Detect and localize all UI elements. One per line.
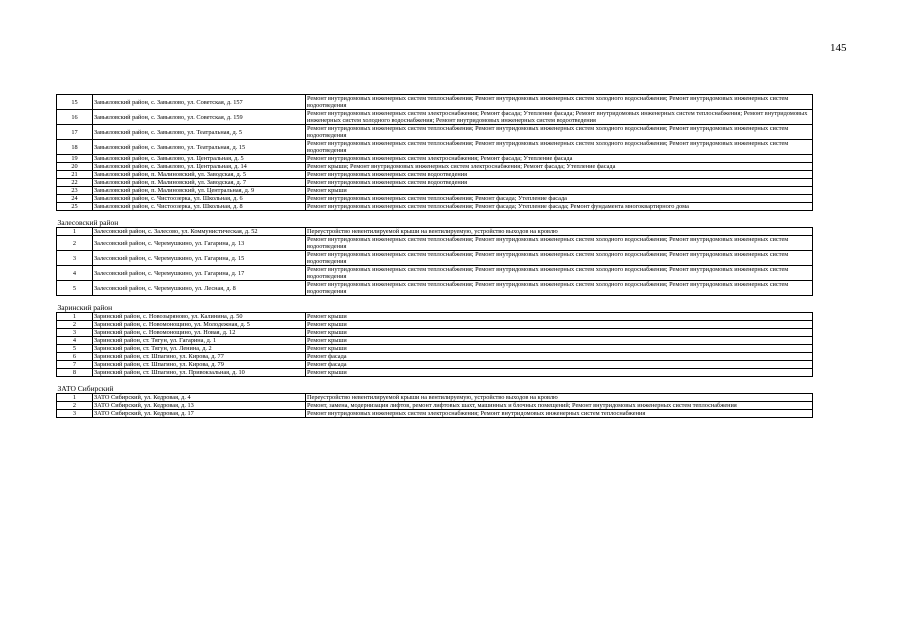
district-title: Залесовский район: [57, 218, 119, 227]
address-cell: Заринский район, ст. Шпагино, ул. Кирова, д. 79: [93, 361, 306, 369]
work-types-cell: Ремонт внутридомовых инженерных систем теплоснабжения; Ремонт фасада; Утепление фасада: [306, 195, 813, 203]
work-types-cell: Ремонт внутридомовых инженерных систем теплоснабжения; Ремонт внутридомовых инженерных систем холодного водоснабжения; Ремонт внутридомовых инженерных систем водоотведения: [306, 251, 813, 266]
table-row: [57, 361, 813, 369]
address-cell: Залесовский район, с. Черемушкино, ул. Гагарина, д. 13: [93, 236, 306, 251]
table-row: [57, 345, 813, 353]
table-row: [57, 187, 813, 195]
work-types-cell: Ремонт крыши; Ремонт внутридомовых инженерных систем электроснабжения; Ремонт фасада; Утепление фасада: [306, 163, 813, 171]
district-header-row: [57, 377, 813, 394]
table-row: [57, 281, 813, 296]
row-number: 3: [57, 410, 93, 418]
district-title: Заринский район: [57, 303, 113, 312]
row-number: 5: [57, 281, 93, 296]
work-types-cell: Ремонт фасада: [306, 361, 813, 369]
address-cell: Завьяловский район, с. Завьялово, ул. Театральная, д. 15: [93, 140, 306, 155]
table-row: [57, 140, 813, 155]
table-row: [57, 251, 813, 266]
row-number: 2: [57, 236, 93, 251]
table-row: [57, 179, 813, 187]
address-cell: Залесовский район, с. Черемушкино, ул. Гагарина, д. 17: [93, 266, 306, 281]
row-number: 4: [57, 337, 93, 345]
address-cell: Заринский район, ст. Шпагино, ул. Привокзальная, д. 10: [93, 369, 306, 377]
work-types-cell: Ремонт крыши: [306, 345, 813, 353]
address-cell: Завьяловский район, с. Чистоозерка, ул. Школьная, д. 8: [93, 203, 306, 211]
address-cell: Завьяловский район, с. Завьялово, ул. Центральная, д. 14: [93, 163, 306, 171]
row-number: 7: [57, 361, 93, 369]
address-cell: ЗАТО Сибирский, ул. Кедровая, д. 17: [93, 410, 306, 418]
address-cell: Заринский район, с. Новозыряново, ул. Калинина, д. 50: [93, 313, 306, 321]
row-number: 19: [57, 155, 93, 163]
table-row: [57, 410, 813, 418]
table-row: [57, 313, 813, 321]
row-number: 4: [57, 266, 93, 281]
address-cell: Завьяловский район, с. Завьялово, ул. Советская, д. 157: [93, 95, 306, 110]
table-row: [57, 163, 813, 171]
row-number: 2: [57, 321, 93, 329]
work-types-cell: Ремонт внутридомовых инженерных систем электроснабжения; Ремонт фасада; Утепление фасада: [306, 155, 813, 163]
district-title: ЗАТО Сибирский: [57, 384, 114, 393]
table-row: [57, 353, 813, 361]
work-types-cell: Ремонт фасада: [306, 353, 813, 361]
row-number: 17: [57, 125, 93, 140]
row-number: 2: [57, 402, 93, 410]
work-types-cell: Ремонт внутридомовых инженерных систем водоотведения: [306, 179, 813, 187]
work-types-cell: Ремонт внутридомовых инженерных систем теплоснабжения; Ремонт внутридомовых инженерных систем холодного водоснабжения; Ремонт внутридомовых инженерных систем водоотведения: [306, 281, 813, 296]
address-cell: Заринский район, ст. Тягун, ул. Ленина, д. 2: [93, 345, 306, 353]
address-cell: ЗАТО Сибирский, ул. Кедровая, д. 13: [93, 402, 306, 410]
work-types-cell: Ремонт крыши: [306, 321, 813, 329]
address-cell: Заринский район, ст. Тягун, ул. Гагарина, д. 1: [93, 337, 306, 345]
address-cell: Залесовский район, с. Залесово, ул. Коммунистическая, д. 52: [93, 228, 306, 236]
work-types-cell: Ремонт внутридомовых инженерных систем электроснабжения; Ремонт фасада; Утепление фасада; Ремонт внутридомовых инженерных систем теплоснабжения; Ремонт внутридомовых инженерных систем холодного водоснабжения; Ремонт внутридомовых инженерных систем водоотведения: [306, 110, 813, 125]
row-number: 1: [57, 228, 93, 236]
work-types-cell: Ремонт крыши: [306, 329, 813, 337]
row-number: 15: [57, 95, 93, 110]
row-number: 24: [57, 195, 93, 203]
work-types-cell: Ремонт внутридомовых инженерных систем электроснабжения; Ремонт внутридомовых инженерных систем теплоснабжения: [306, 410, 813, 418]
row-number: 8: [57, 369, 93, 377]
address-cell: Заринский район, с. Новомонощино, ул. Молодежная, д. 5: [93, 321, 306, 329]
row-number: 1: [57, 394, 93, 402]
address-cell: Завьяловский район, с. Завьялово, ул. Театральная, д. 5: [93, 125, 306, 140]
row-number: 21: [57, 171, 93, 179]
row-number: 1: [57, 313, 93, 321]
district-header-row: [57, 296, 813, 313]
row-number: 5: [57, 345, 93, 353]
district-header-row: [57, 211, 813, 228]
address-cell: Завьяловский район, с. Завьялово, ул. Центральная, д. 5: [93, 155, 306, 163]
work-types-cell: Ремонт внутридомовых инженерных систем теплоснабжения; Ремонт внутридомовых инженерных систем холодного водоснабжения; Ремонт внутридомовых инженерных систем водоотведения: [306, 140, 813, 155]
work-types-cell: Ремонт крыши: [306, 187, 813, 195]
table-row: [57, 155, 813, 163]
row-number: 23: [57, 187, 93, 195]
table-row: [57, 402, 813, 410]
row-number: 3: [57, 329, 93, 337]
work-types-cell: Переустройство невентилируемой крыши на вентилируемую, устройство выходов на кровлю: [306, 228, 813, 236]
register-body: [57, 95, 813, 418]
address-cell: Заринский район, ст. Шпагино, ул. Кирова, д. 77: [93, 353, 306, 361]
address-cell: Завьяловский район, п. Малиновский, ул. Центральная, д. 9: [93, 187, 306, 195]
repair-register-table: [56, 94, 813, 418]
table-row: [57, 394, 813, 402]
work-types-cell: Ремонт внутридомовых инженерных систем теплоснабжения; Ремонт внутридомовых инженерных систем холодного водоснабжения; Ремонт внутридомовых инженерных систем водоотведения: [306, 236, 813, 251]
table-row: [57, 236, 813, 251]
work-types-cell: Ремонт крыши: [306, 369, 813, 377]
address-cell: Завьяловский район, п. Малиновский, ул. Заводская, д. 7: [93, 179, 306, 187]
row-number: 6: [57, 353, 93, 361]
address-cell: Залесовский район, с. Черемушкино, ул. Лесная, д. 8: [93, 281, 306, 296]
address-cell: ЗАТО Сибирский, ул. Кедровая, д. 4: [93, 394, 306, 402]
address-cell: Завьяловский район, с. Завьялово, ул. Советская, д. 159: [93, 110, 306, 125]
work-types-cell: Ремонт внутридомовых инженерных систем теплоснабжения; Ремонт фасада; Утепление фасада; Ремонт фундамента многоквартирного дома: [306, 203, 813, 211]
row-number: 18: [57, 140, 93, 155]
work-types-cell: Ремонт внутридомовых инженерных систем теплоснабжения; Ремонт внутридомовых инженерных систем холодного водоснабжения; Ремонт внутридомовых инженерных систем водоотведения: [306, 125, 813, 140]
table-row: [57, 266, 813, 281]
table-row: [57, 329, 813, 337]
row-number: 22: [57, 179, 93, 187]
work-types-cell: Ремонт крыши: [306, 337, 813, 345]
table-row: [57, 195, 813, 203]
row-number: 20: [57, 163, 93, 171]
address-cell: Завьяловский район, п. Малиновский, ул. Заводская, д. 5: [93, 171, 306, 179]
address-cell: Залесовский район, с. Черемушкино, ул. Гагарина, д. 15: [93, 251, 306, 266]
row-number: 25: [57, 203, 93, 211]
table-row: [57, 337, 813, 345]
page-number: 145: [830, 42, 847, 54]
work-types-cell: Ремонт, замена, модернизация лифтов, ремонт лифтовых шахт, машинных и блочных помещений; Ремонт внутридомовых инженерных систем теплоснабжения: [306, 402, 813, 410]
work-types-cell: Ремонт внутридомовых инженерных систем водоотведения: [306, 171, 813, 179]
table-row: [57, 203, 813, 211]
work-types-cell: Ремонт внутридомовых инженерных систем теплоснабжения; Ремонт внутридомовых инженерных систем холодного водоснабжения; Ремонт внутридомовых инженерных систем водоотведения: [306, 266, 813, 281]
work-types-cell: Ремонт крыши: [306, 313, 813, 321]
address-cell: Заринский район, с. Новомонощино, ул. Новая, д. 12: [93, 329, 306, 337]
table-row: [57, 321, 813, 329]
work-types-cell: Ремонт внутридомовых инженерных систем теплоснабжения; Ремонт внутридомовых инженерных систем холодного водоснабжения; Ремонт внутридомовых инженерных систем водоотведения: [306, 95, 813, 110]
row-number: 16: [57, 110, 93, 125]
table-row: [57, 110, 813, 125]
address-cell: Завьяловский район, с. Чистоозерка, ул. Школьная, д. 6: [93, 195, 306, 203]
table-row: [57, 125, 813, 140]
table-row: [57, 369, 813, 377]
table-row: [57, 171, 813, 179]
row-number: 3: [57, 251, 93, 266]
work-types-cell: Переустройство невентилируемой крыши на вентилируемую, устройство выходов на кровлю: [306, 394, 813, 402]
table-row: [57, 228, 813, 236]
table-row: [57, 95, 813, 110]
